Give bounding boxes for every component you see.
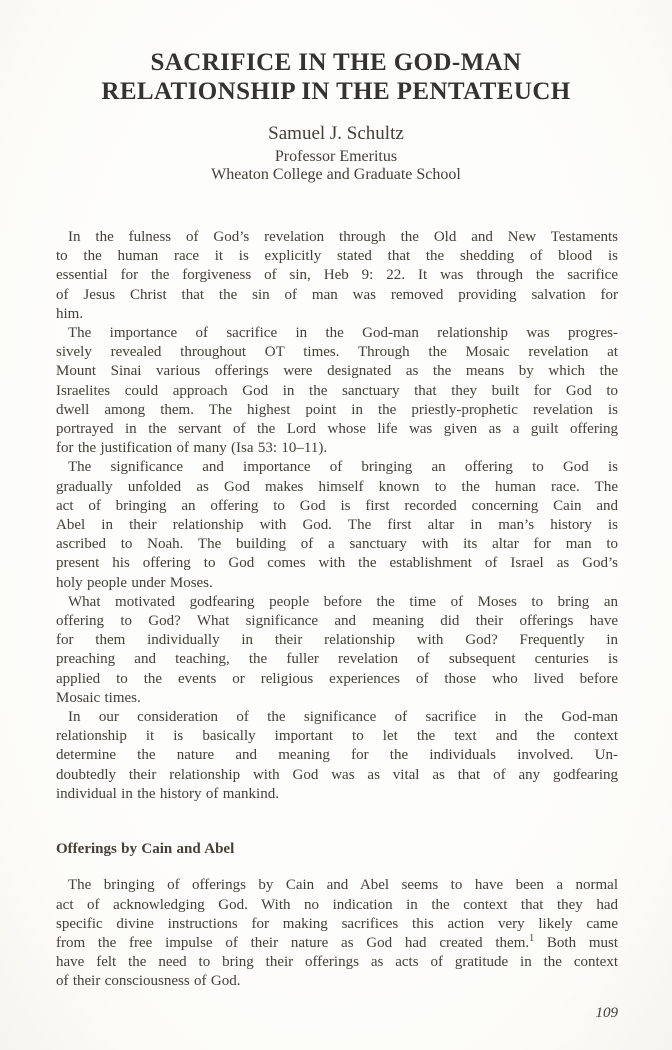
paragraph-line: holy people under Moses.: [56, 574, 213, 591]
paragraph-2: [56, 324, 618, 458]
paragraph-line: essential for the forgiveness of sin, Heb 9: 22. It was through the sacrifice: [56, 267, 618, 284]
article-title-line-2: RELATIONSHIP IN THE PENTATEUCH: [101, 78, 571, 105]
paragraph-line: applied to the events or religious experiences of those who lived before: [56, 670, 618, 687]
paragraph-line: In our consideration of the significance of sacrifice in the God-man: [68, 709, 618, 726]
paragraph-4: [56, 593, 618, 708]
paragraph-line: gradually unfolded as God makes himself known to the human race. The: [56, 478, 618, 495]
paragraph-line: The bringing of offerings by Cain and Abel seems to have been a normal: [68, 877, 618, 894]
paragraph-line: portrayed in the servant of the Lord whose life was given as a guilt offering: [56, 421, 618, 438]
author-role: Professor Emeritus: [274, 148, 398, 165]
paragraph-line: doubtedly their relationship with God was as vital as that of any godfearing: [56, 766, 618, 783]
article-title-line-1: SACRIFICE IN THE GOD-MAN: [150, 49, 522, 76]
author-affiliation: Wheaton College and Graduate School: [211, 166, 461, 183]
article-body: [56, 228, 618, 992]
paragraph-line: dwell among them. The highest point in the priestly-prophetic revelation is: [56, 401, 618, 418]
footnote-line-text: from the free impulse of their nature as God had created them.: [56, 934, 530, 951]
paragraph-1: [56, 228, 618, 324]
paragraph-line: present his offering to God comes with the establishment of Israel as God’s: [56, 555, 618, 572]
paragraph-line: act of bringing an offering to God is first recorded concerning Cain and: [56, 497, 618, 514]
paragraph-line: The importance of sacrifice in the God-man relationship was progres-: [68, 325, 618, 342]
paragraph-line: The significance and importance of bringing an offering to God is: [68, 459, 618, 476]
paragraph-line: What motivated godfearing people before the time of Moses to bring an: [68, 593, 618, 610]
paragraph-line: have felt the need to bring their offerings as acts of gratitude in the context: [56, 954, 618, 971]
article-title: [0, 48, 672, 106]
paragraph-line: of Jesus Christ that the sin of man was removed providing salvation for: [56, 286, 618, 303]
paragraph-line: for the justification of many (Isa 53: 10–11).: [56, 440, 328, 457]
paragraph-line: act of acknowledging God. With no indication in the context that they had: [56, 896, 618, 913]
paragraph-line: preaching and teaching, the fuller revelation of subsequent centuries is: [56, 651, 618, 668]
paragraph-line: Israelites could approach God in the sanctuary that they built for God to: [56, 382, 618, 399]
page-number: 109: [595, 1005, 618, 1021]
paragraph-6: [56, 876, 618, 991]
paragraph-line: determine the nature and meaning for the individuals involved. Un-: [56, 747, 618, 764]
paragraph-3: [56, 458, 618, 592]
title-block: [0, 0, 672, 184]
paragraph-line: specific divine instructions for making sacrifices this action very likely came: [56, 915, 618, 932]
paragraph-line: to the human race it is explicitly stated that the shedding of blood is: [56, 248, 618, 265]
paragraph-5: [56, 708, 618, 804]
paragraph-line: ascribed to Noah. The building of a sanctuary with its altar for man to: [56, 536, 618, 553]
paragraph-line: In the fulness of God’s revelation through the Old and New Testaments: [68, 229, 618, 245]
paragraph-line: Mosaic times.: [56, 689, 141, 706]
paragraph-line: offering to God? What significance and meaning did their offerings have: [56, 613, 618, 630]
footnote-line-text: Both must: [546, 934, 618, 951]
paragraph-line-with-footnote: [56, 934, 618, 953]
paragraph-line: individual in the history of mankind.: [56, 785, 279, 802]
paragraph-line: sively revealed throughout OT times. Through the Mosaic revelation at: [56, 344, 618, 361]
paragraph-line: for them individually in their relationship with God? Frequently in: [56, 632, 618, 649]
paragraph-line: relationship it is basically important to let the text and the context: [56, 728, 618, 745]
paragraph-line: him.: [56, 305, 84, 322]
author-name: Samuel J. Schultz: [268, 123, 404, 144]
footnote-marker: 1: [529, 932, 535, 944]
paragraph-line: Abel in their relationship with God. The first altar in man’s history is: [56, 517, 618, 534]
paragraph-line: of their consciousness of God.: [56, 973, 241, 990]
section-heading: Offerings by Cain and Abel: [56, 841, 235, 858]
paragraph-line: Mount Sinai various offerings were designated as the means by which the: [56, 363, 618, 380]
